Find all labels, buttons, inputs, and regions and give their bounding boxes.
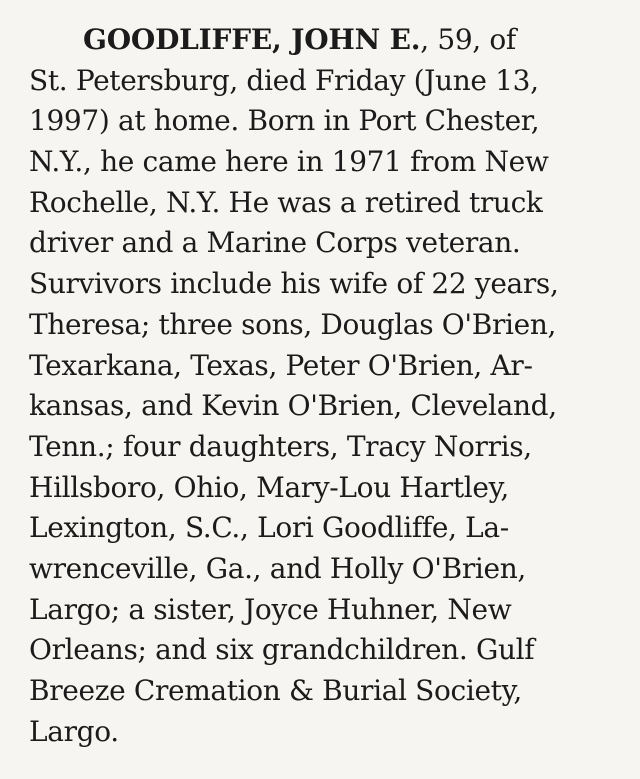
obituary-line-15: Largo; a sister, Joyce Huhner, New — [29, 592, 512, 626]
obituary-line-17: Breeze Cremation & Burial Society, — [29, 674, 522, 707]
obituary-text — [29, 20, 609, 752]
age-residence: , 59, of — [420, 23, 516, 56]
obituary-line-3: 1997) at home. Born in Port Chester, — [29, 104, 540, 138]
obituary-line-2: St. Petersburg, died Friday (June 13, — [29, 63, 539, 97]
obituary-line-7: Survivors include his wife of 22 years, — [29, 267, 559, 301]
obituary-line-4: N.Y., he came here in 1971 from New — [29, 145, 549, 179]
obituary-line-16: Orleans; and six grandchildren. Gulf — [29, 633, 535, 667]
obituary-line-6: driver and a Marine Corps veteran. — [29, 226, 521, 260]
obituary-line-10: kansas, and Kevin O'Brien, Cleveland, — [29, 389, 557, 423]
obituary-line-5: Rochelle, N.Y. He was a retired truck — [29, 185, 543, 219]
obituary-line-14: wrenceville, Ga., and Holly O'Brien, — [29, 551, 526, 585]
obituary-line-9: Texarkana, Texas, Peter O'Brien, Ar- — [29, 348, 533, 382]
obituary-line-13: Lexington, S.C., Lori Goodliffe, La- — [29, 511, 509, 545]
obituary-line-11: Tenn.; four daughters, Tracy Norris, — [29, 429, 532, 463]
obituary-line-1 — [29, 20, 609, 61]
deceased-name: GOODLIFFE, JOHN E. — [83, 23, 421, 56]
obituary-line-18: Largo. — [29, 714, 119, 748]
obituary-line-8: Theresa; three sons, Douglas O'Brien, — [29, 307, 557, 341]
obituary-line-12: Hillsboro, Ohio, Mary-Lou Hartley, — [29, 470, 509, 504]
